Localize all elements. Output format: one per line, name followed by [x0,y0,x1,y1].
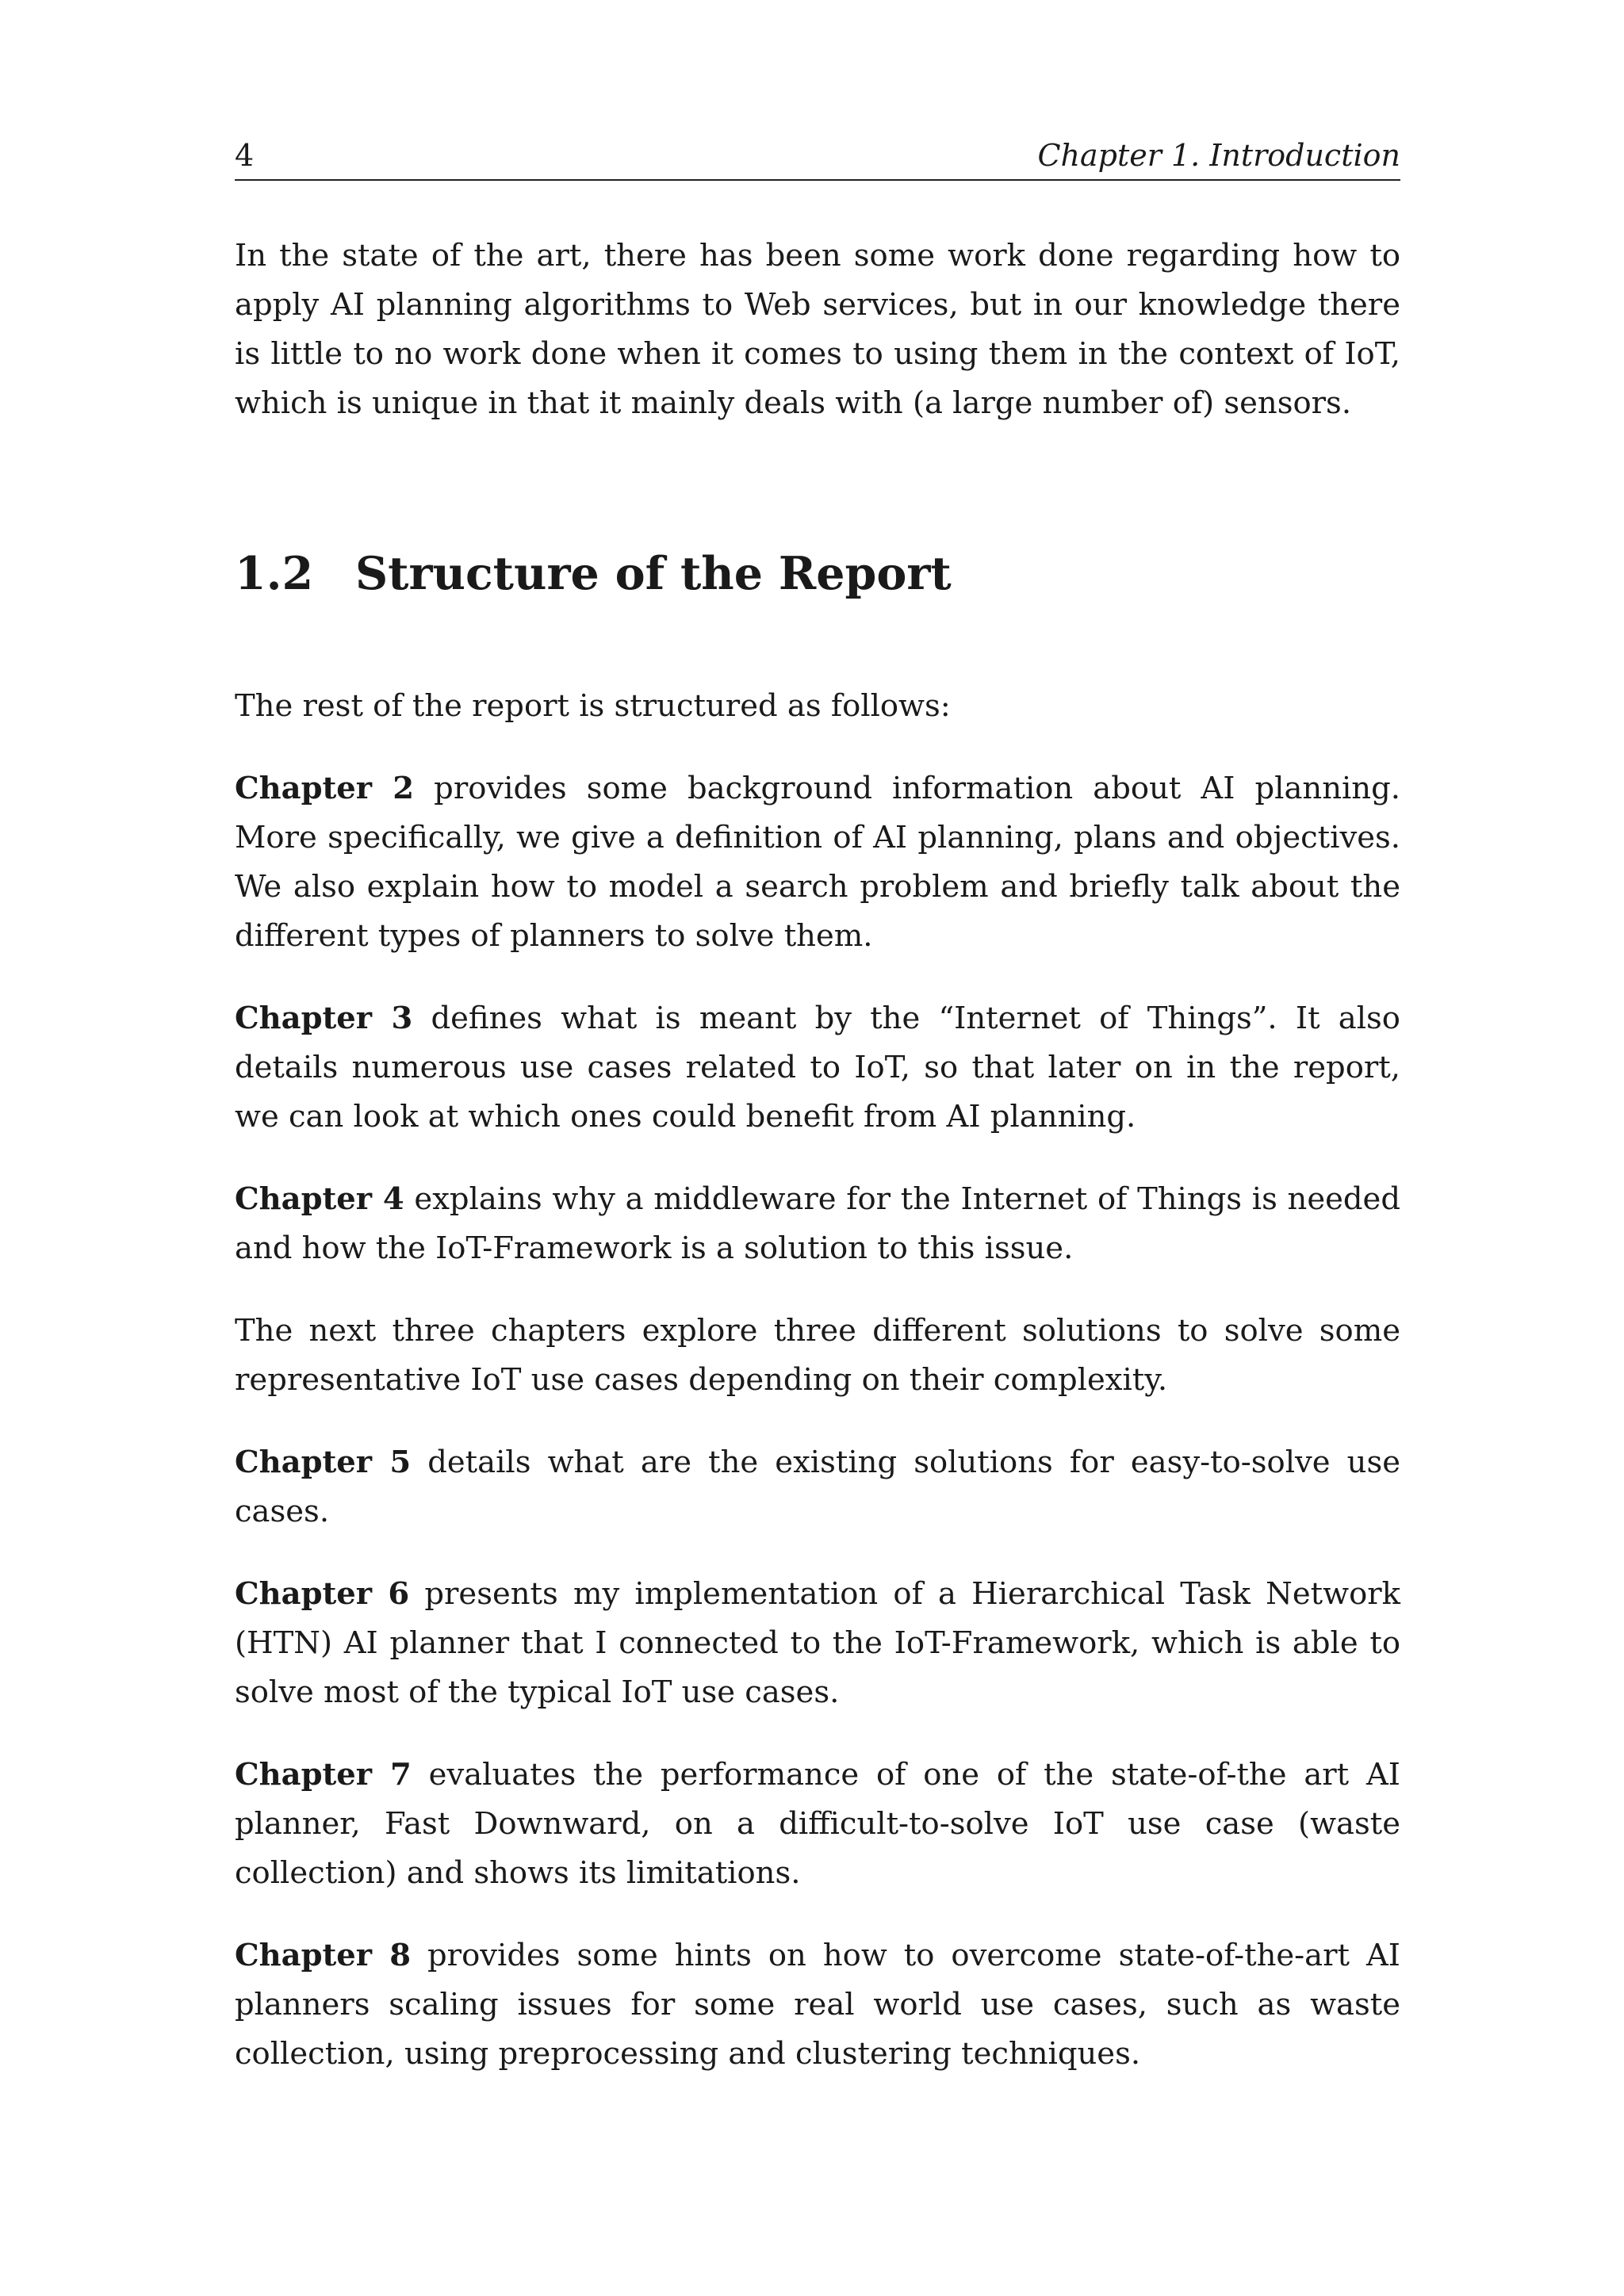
chapter-4-paragraph [235,1175,1400,1273]
chapter-6-paragraph [235,1570,1400,1717]
chapter-5-paragraph [235,1438,1400,1536]
chapter-2-paragraph [235,764,1400,961]
transition-paragraph: The next three chapters explore three different solutions to solve some representative IoT use cases depending on their complexity. [235,1313,1400,1398]
intro-paragraph: In the state of the art, there has been some work done regarding how to apply AI planning algorithms to Web services, but in our knowledge there is little to no work done when it comes to using them in the context of IoT, which is unique in that it mainly deals with (a large number of) sensors. [235,238,1400,421]
page-number: 4 [235,138,255,173]
chapter-title: Chapter 1. Introduction [1037,138,1400,173]
section-heading [235,545,1400,603]
chapter-4-label: Chapter 4 [235,1181,404,1217]
chapter-6-label: Chapter 6 [235,1576,410,1612]
chapter-3-text: defines what is meant by the “Internet of Things”. It also details numerous use cases related to IoT, so that later on in the report, we can look at which ones could benefit from AI planning. [235,1001,1400,1135]
chapter-3-label: Chapter 3 [235,1001,413,1036]
chapter-3-paragraph [235,994,1400,1142]
section-number: 1.2 [235,547,314,600]
chapter-8-paragraph [235,1931,1400,2079]
chapter-8-label: Chapter 8 [235,1938,412,1973]
chapter-5-label: Chapter 5 [235,1445,412,1480]
chapter-7-text: evaluates the performance of one of the state-of-the art AI planner, Fast Downward, on a difficult-to-solve IoT use case (waste collection) and shows its limitations. [235,1757,1400,1891]
chapter-5-text: details what are the existing solutions for easy-to-solve use cases. [235,1445,1400,1529]
page-body [235,232,1400,2112]
chapter-7-paragraph [235,1751,1400,1898]
chapter-6-text: presents my implementation of a Hierarchical Task Network (HTN) AI planner that I connected to the IoT-Framework, which is able to solve most of the typical IoT use cases. [235,1576,1400,1710]
chapter-7-label: Chapter 7 [235,1757,412,1793]
section-title: Structure of the Report [355,547,952,600]
document-page [235,0,1400,2296]
lead-in-paragraph: The rest of the report is structured as follows: [235,688,951,724]
chapter-8-text: provides some hints on how to overcome state-of-the-art AI planners scaling issues for some real world use cases, such as waste collection, using preprocessing and clustering techniques. [235,1938,1400,2072]
running-header [235,132,1400,181]
chapter-2-text: provides some background information about AI planning. More specifically, we give a definition of AI planning, plans and objectives. We also explain how to model a search problem and briefly talk about the different types of planners to solve them. [235,771,1400,954]
chapter-4-text: explains why a middleware for the Internet of Things is needed and how the IoT-Framework is a solution to this issue. [235,1181,1400,1266]
chapter-2-label: Chapter 2 [235,771,415,806]
